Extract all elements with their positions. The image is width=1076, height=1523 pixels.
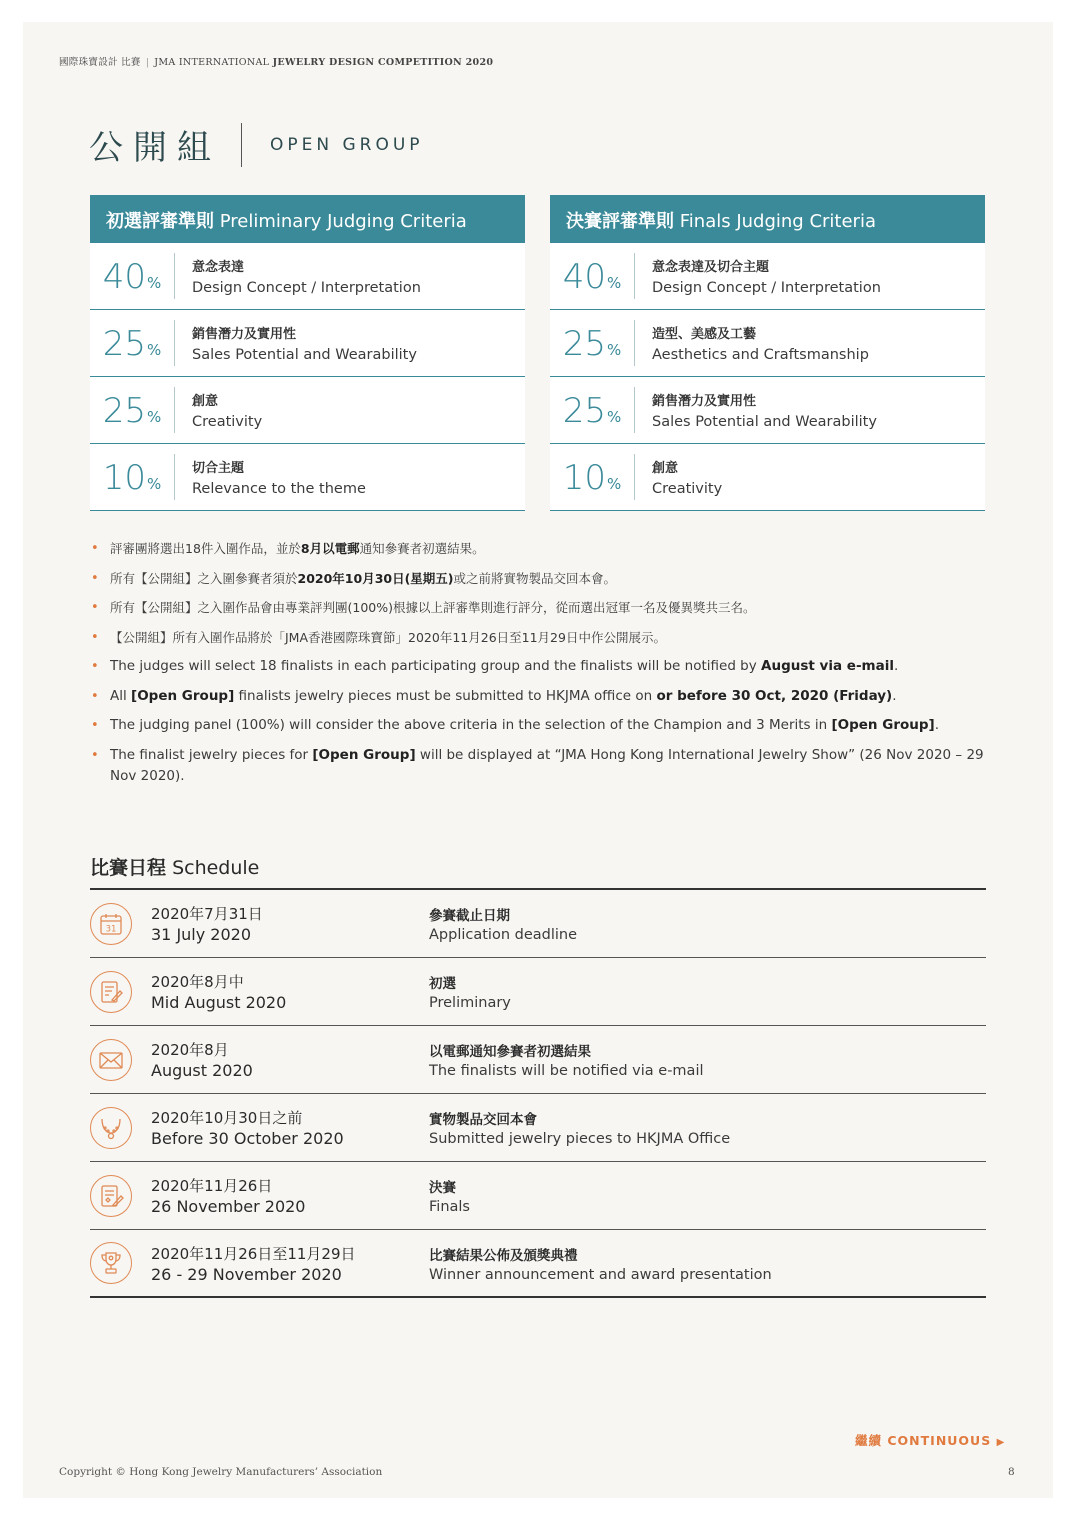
pen-document-icon xyxy=(90,971,132,1013)
preliminary-criteria-table xyxy=(90,195,525,511)
schedule-title xyxy=(90,853,259,880)
preliminary-title-en: Preliminary Judging Criteria xyxy=(219,211,467,232)
note-text: The finalist jewelry pieces for xyxy=(110,746,313,763)
criteria-row xyxy=(550,377,985,444)
note-emphasis: August via e-mail xyxy=(761,658,894,674)
note-text: All xyxy=(110,687,132,704)
criteria-percent xyxy=(90,454,175,500)
percent-symbol: % xyxy=(147,475,162,493)
group-title-en: OPEN GROUP xyxy=(270,134,424,155)
criteria-percent xyxy=(90,253,175,299)
schedule-date-zh: 2020年11月26日至11月29日 xyxy=(151,1244,356,1263)
schedule-desc-zh: 初選 xyxy=(429,976,456,992)
criteria-label-zh: 意念表達 xyxy=(192,260,245,275)
criteria-label-zh: 意念表達及切合主題 xyxy=(652,260,770,275)
note-item xyxy=(90,568,1010,589)
bullet-icon: • xyxy=(91,718,99,733)
note-emphasis: [Open Group] xyxy=(312,746,416,763)
criteria-row xyxy=(90,444,525,511)
calendar-day: 31 xyxy=(105,924,117,934)
schedule-desc-zh: 決賽 xyxy=(429,1180,456,1196)
percent-value: 25 xyxy=(102,324,146,364)
bullet-icon: • xyxy=(91,659,99,674)
criteria-label-zh: 切合主題 xyxy=(192,461,245,476)
schedule-row xyxy=(90,1162,986,1230)
header-title: JEWELRY DESIGN COMPETITION 2020 xyxy=(272,57,494,68)
schedule-date-en: Mid August 2020 xyxy=(151,993,287,1012)
schedule-desc-zh: 參賽截止日期 xyxy=(429,908,510,924)
percent-value: 40 xyxy=(102,257,146,297)
criteria-row xyxy=(90,377,525,444)
trophy-icon xyxy=(90,1242,132,1284)
note-text: 【公開組】所有入圍作品將於「JMA香港國際珠寶節」2020年11月26日至11月29日中作公開展示。 xyxy=(110,629,666,645)
schedule-date-en: 26 November 2020 xyxy=(151,1197,306,1216)
copyright-footer: Copyright © Hong Kong Jewelry Manufacturers’ Association xyxy=(59,1466,383,1478)
note-text: . xyxy=(893,658,899,674)
necklace-icon xyxy=(90,1107,132,1149)
note-text: The judges will select 18 finalists in each participating group and the finalists will be notified by xyxy=(110,658,762,674)
criteria-label-en: Creativity xyxy=(192,414,263,430)
percent-value: 10 xyxy=(102,458,146,498)
schedule-title-zh: 比賽日程 xyxy=(90,857,167,879)
note-item xyxy=(90,745,1010,787)
continuous-link[interactable] xyxy=(855,1431,1005,1449)
criteria-row xyxy=(550,310,985,377)
note-emphasis: 8月以電郵 xyxy=(300,541,360,556)
page xyxy=(23,22,1053,1498)
schedule-desc-en: Winner announcement and award presentation xyxy=(429,1266,772,1283)
notes-list xyxy=(90,538,1010,795)
criteria-row xyxy=(550,243,985,310)
schedule-row xyxy=(90,1026,986,1094)
note-item xyxy=(90,627,1010,648)
bullet-icon: • xyxy=(91,600,99,615)
finals-criteria-header xyxy=(550,195,985,243)
percent-value: 25 xyxy=(102,391,146,431)
percent-symbol: % xyxy=(147,341,162,359)
note-emphasis: [Open Group] xyxy=(131,687,235,704)
percent-symbol: % xyxy=(147,274,162,292)
schedule-title-en: Schedule xyxy=(172,857,260,879)
percent-symbol: % xyxy=(607,408,622,426)
preliminary-criteria-header xyxy=(90,195,525,243)
note-text: 或之前將實物製品交回本會。 xyxy=(453,570,617,586)
title-divider xyxy=(241,123,242,167)
schedule-date-en: Before 30 October 2020 xyxy=(151,1129,344,1148)
criteria-label-en: Relevance to the theme xyxy=(192,481,366,497)
criteria-percent xyxy=(550,387,635,433)
criteria-percent xyxy=(550,253,635,299)
header-zh: 國際珠寶設計 比賽 xyxy=(59,57,141,68)
envelope-icon xyxy=(90,1039,132,1081)
schedule-date-en: 26 - 29 November 2020 xyxy=(151,1264,342,1284)
schedule-date-zh: 2020年8月中 xyxy=(151,973,244,991)
schedule-desc-en: Preliminary xyxy=(429,995,511,1011)
note-emphasis: 2020年10月30日(星期五) xyxy=(297,570,454,586)
criteria-percent xyxy=(90,320,175,366)
note-item xyxy=(90,597,1010,618)
criteria-label-en: Design Concept / Interpretation xyxy=(192,280,421,296)
percent-value: 10 xyxy=(562,458,606,498)
bullet-icon: • xyxy=(91,747,99,763)
criteria-label-zh: 創意 xyxy=(192,394,219,409)
schedule-date-zh: 2020年11月26日 xyxy=(151,1177,273,1195)
criteria-row xyxy=(550,444,985,511)
page-number: 8 xyxy=(1008,1466,1015,1478)
schedule-desc-zh: 實物製品交回本會 xyxy=(429,1112,537,1128)
percent-symbol: % xyxy=(607,274,622,292)
note-text: The judging panel (100%) will consider the above criteria in the selection of the Champion and 3 Merits in xyxy=(110,717,832,733)
schedule-row xyxy=(90,1230,986,1298)
percent-symbol: % xyxy=(607,341,622,359)
schedule-row xyxy=(90,1094,986,1162)
schedule-desc-en: Finals xyxy=(429,1199,470,1215)
note-emphasis: [Open Group] xyxy=(831,717,935,733)
schedule-desc-zh: 以電郵通知參賽者初選結果 xyxy=(429,1044,591,1060)
continuous-zh: 繼續 xyxy=(855,1433,883,1448)
note-text: 通知參賽者初選結果。 xyxy=(359,541,485,556)
schedule-date-zh: 2020年10月30日之前 xyxy=(151,1109,303,1127)
schedule-date-en: 31 July 2020 xyxy=(151,925,252,944)
criteria-label-en: Aesthetics and Craftsmanship xyxy=(652,347,869,363)
schedule-desc-zh: 比賽結果公佈及頒獎典禮 xyxy=(429,1247,578,1264)
note-text: 所有【公開組】之入圍參賽者須於 xyxy=(110,570,298,586)
criteria-percent xyxy=(550,454,635,500)
percent-symbol: % xyxy=(147,408,162,426)
calendar-icon xyxy=(90,903,132,945)
criteria-label-en: Sales Potential and Wearability xyxy=(192,347,417,363)
schedule-row xyxy=(90,958,986,1026)
finals-title-en: Finals Judging Criteria xyxy=(679,211,876,232)
percent-symbol: % xyxy=(607,475,622,493)
finals-criteria-table xyxy=(550,195,985,511)
note-text: . xyxy=(892,687,897,704)
note-emphasis: or before 30 Oct, 2020 (Friday) xyxy=(656,687,893,704)
criteria-label-zh: 銷售潛力及實用性 xyxy=(652,394,757,409)
criteria-label-zh: 銷售潛力及實用性 xyxy=(192,327,297,342)
percent-value: 40 xyxy=(562,257,606,297)
preliminary-title-zh: 初選評審準則 xyxy=(106,211,214,232)
criteria-label-zh: 創意 xyxy=(652,461,679,476)
schedule-desc-en: The finalists will be notified via e-mail xyxy=(429,1063,704,1079)
note-text: 評審團將選出18件入圍作品，並於 xyxy=(110,541,301,556)
running-header: 國際珠寶設計 比賽 | JMA INTERNATIONAL JEWELRY DESIGN COMPETITION 2020 xyxy=(59,57,494,68)
schedule-desc-en: Submitted jewelry pieces to HKJMA Office xyxy=(429,1131,731,1147)
schedule-desc-en: Application deadline xyxy=(429,927,578,943)
note-text: . xyxy=(934,717,939,733)
schedule-date-en: August 2020 xyxy=(151,1061,253,1080)
schedule-table xyxy=(90,888,986,1298)
play-arrow-icon: ▶ xyxy=(996,1437,1006,1448)
bullet-icon: • xyxy=(91,541,99,556)
note-item xyxy=(90,538,1010,559)
criteria-percent xyxy=(90,387,175,433)
percent-value: 25 xyxy=(562,324,606,364)
bullet-icon: • xyxy=(91,629,99,645)
note-text: will be displayed at “JMA Hong Kong International Jewelry Show” (26 Nov 2020 – 29 Nov 2020). xyxy=(110,746,984,784)
criteria-label-en: Design Concept / Interpretation xyxy=(652,280,881,296)
bullet-icon: • xyxy=(91,688,99,704)
scoresheet-icon xyxy=(90,1175,132,1217)
criteria-label-en: Sales Potential and Wearability xyxy=(652,414,877,430)
schedule-row xyxy=(90,890,986,958)
schedule-date-zh: 2020年8月 xyxy=(151,1041,229,1059)
note-item xyxy=(90,656,1010,677)
group-title xyxy=(89,120,424,169)
criteria-label-en: Creativity xyxy=(652,481,723,497)
criteria-percent xyxy=(550,320,635,366)
criteria-label-zh: 造型、美感及工藝 xyxy=(652,327,757,342)
note-item xyxy=(90,686,1010,707)
finals-title-zh: 決賽評審準則 xyxy=(566,211,674,232)
header-prefix: JMA INTERNATIONAL xyxy=(154,57,270,68)
note-item xyxy=(90,715,1010,736)
criteria-row xyxy=(90,243,525,310)
note-text: finalists jewelry pieces must be submitted to HKJMA office on xyxy=(234,687,657,704)
continuous-en: CONTINUOUS xyxy=(887,1433,992,1448)
bullet-icon: • xyxy=(91,570,99,586)
group-title-zh: 公開組 xyxy=(89,128,221,168)
schedule-date-zh: 2020年7月31日 xyxy=(151,905,263,923)
percent-value: 25 xyxy=(562,391,606,431)
note-text: 所有【公開組】之入圍作品會由專業評判團(100%)根據以上評審準則進行評分，從而選出冠軍一名及優異獎共三名。 xyxy=(110,600,756,615)
criteria-row xyxy=(90,310,525,377)
